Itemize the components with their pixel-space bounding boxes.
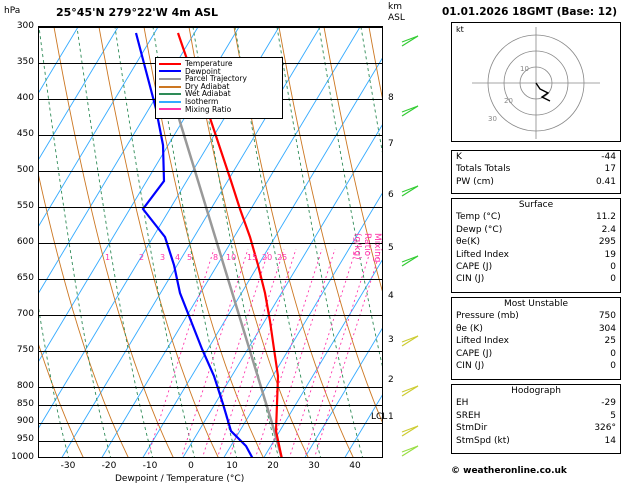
hodo-row-eh [452, 397, 620, 409]
wind-barb-column [396, 26, 430, 458]
km-tick-4: 4 [388, 291, 394, 301]
hodo-value-stmspd: 14 [604, 435, 616, 446]
hodo-row-sreh [452, 410, 620, 422]
index-value-pw: 0.41 [595, 176, 616, 187]
legend-item-wet-adiabat [159, 90, 279, 98]
mu-label-pressure: Pressure (mb) [456, 311, 519, 322]
pressure-tick-750: 750 [16, 345, 34, 355]
hodograph-stats-box [451, 384, 621, 454]
index-label-pw: PW (cm) [456, 176, 494, 187]
lcl-label: LCL [371, 412, 388, 422]
surface-label-li: Lifted Index [456, 249, 509, 260]
hodo-value-stmdir: 326° [594, 423, 616, 434]
mu-row-thetae [452, 323, 620, 335]
hodograph-plot [452, 23, 620, 141]
mixing-ratio-value-10: 10 [226, 253, 237, 262]
mu-label-li: Lifted Index [456, 336, 509, 347]
mixing-ratio-value-1: 1 [105, 253, 111, 262]
mu-value-li: 25 [604, 336, 616, 347]
index-row-k [452, 151, 620, 163]
surface-label-cape: CAPE (J) [456, 262, 493, 273]
legend-label-mixing-ratio: Mixing Ratio [185, 104, 232, 114]
surface-box [451, 198, 621, 293]
surface-label-dewp: Dewp (°C) [456, 224, 503, 235]
mu-value-pressure: 750 [598, 311, 616, 322]
mixing-ratio-value-5: 5 [187, 253, 193, 262]
svg-text:10: 10 [520, 65, 529, 73]
km-tick-2: 2 [388, 375, 394, 385]
mu-value-thetae: 304 [598, 323, 616, 334]
km-tick-8: 8 [388, 93, 394, 103]
hodograph-unit-label: kt [456, 25, 464, 34]
km-tick-6: 6 [388, 190, 394, 200]
forecast-datetime-title: 01.01.2026 18GMT (Base: 12) [442, 6, 618, 18]
surface-row-li [452, 249, 620, 261]
km-tick-7: 7 [388, 139, 394, 149]
hodo-label-sreh: SREH [456, 410, 481, 421]
pressure-tick-500: 500 [16, 165, 34, 175]
most-unstable-box [451, 297, 621, 380]
pressure-tick-800: 800 [16, 381, 34, 391]
skewt-plot-area [38, 26, 383, 458]
mixing-ratio-value-15: 15 [247, 253, 258, 262]
hodo-value-sreh: 5 [610, 410, 616, 421]
surface-value-cape: 0 [610, 262, 616, 273]
index-value-k: -44 [601, 152, 616, 162]
pressure-tick-600: 600 [16, 237, 34, 247]
mu-row-li [452, 335, 620, 347]
mu-value-cape: 0 [610, 348, 616, 359]
temp-tick-30: 30 [308, 461, 320, 471]
most-unstable-header: Most Unstable [503, 299, 569, 309]
surface-value-li: 19 [604, 249, 616, 260]
pressure-tick-400: 400 [16, 93, 34, 103]
mixing-ratio-value-25: 25 [277, 253, 288, 262]
index-row-pw [452, 176, 620, 188]
right-panel [437, 0, 629, 486]
mu-value-cin: 0 [610, 361, 616, 372]
surface-value-dewp: 2.4 [601, 224, 616, 235]
hodo-row-stmdir [452, 422, 620, 434]
pressure-tick-300: 300 [16, 21, 34, 31]
index-label-totals: Totals Totals [456, 164, 511, 175]
mixing-ratio-axis-label: Mixing Ratio (g/kg) [352, 233, 382, 263]
km-tick-1: 1 [388, 412, 394, 422]
temp-tick-10: 10 [226, 461, 238, 471]
surface-row-thetae [452, 236, 620, 248]
x-axis-label: Dewpoint / Temperature (°C) [115, 474, 245, 484]
pressure-axis-unit: hPa [4, 6, 21, 16]
hodo-label-stmdir: StmDir [456, 423, 488, 434]
mu-label-thetae: θe (K) [456, 323, 483, 334]
surface-value-temp: 11.2 [595, 212, 616, 223]
station-title: 25°45'N 279°22'W 4m ASL [56, 6, 219, 19]
surface-row-cin [452, 273, 620, 285]
mu-label-cape: CAPE (J) [456, 348, 493, 359]
temp-tick-0: 0 [188, 461, 194, 471]
legend-label-wet-adiabat: Wet Adiabat [185, 89, 231, 99]
legend-label-dry-adiabat: Dry Adiabat [185, 81, 230, 91]
temp-tick--20: -20 [101, 461, 117, 471]
hodo-label-stmspd: StmSpd (kt) [456, 435, 510, 446]
indices-box [451, 150, 621, 194]
mixing-ratio-value-4: 4 [175, 253, 181, 262]
temp-tick-20: 20 [267, 461, 279, 471]
pressure-tick-700: 700 [16, 309, 34, 319]
hodo-value-eh: -29 [601, 398, 616, 409]
index-value-totals: 17 [604, 164, 616, 175]
chart-legend [155, 57, 283, 119]
pressure-tick-900: 900 [16, 416, 34, 426]
surface-row-cape [452, 261, 620, 273]
mu-row-pressure [452, 310, 620, 322]
temp-tick--10: -10 [142, 461, 158, 471]
mixing-ratio-value-8: 8 [213, 253, 219, 262]
surface-value-thetae: 295 [598, 237, 616, 248]
mixing-ratio-value-2: 2 [139, 253, 145, 262]
surface-label-thetae: θe(K) [456, 237, 480, 248]
surface-row-temp [452, 211, 620, 223]
hodo-row-stmspd [452, 435, 620, 447]
legend-label-parcel: Parcel Trajectory [185, 74, 247, 84]
legend-label-isotherm: Isotherm [185, 97, 219, 107]
surface-value-cin: 0 [610, 274, 616, 285]
pressure-tick-450: 450 [16, 129, 34, 139]
height-axis-unit-asl: ASL [388, 13, 405, 23]
km-tick-5: 5 [388, 243, 394, 253]
temp-tick-40: 40 [349, 461, 361, 471]
mixing-ratio-value-3: 3 [160, 253, 166, 262]
mu-row-cape [452, 348, 620, 360]
mu-row-cin [452, 360, 620, 372]
legend-item-mixing-ratio [159, 106, 279, 114]
pressure-tick-850: 850 [16, 399, 34, 409]
svg-text:30: 30 [488, 115, 497, 123]
temp-tick--30: -30 [60, 461, 76, 471]
mixing-ratio-value-20: 20 [262, 253, 273, 262]
pressure-tick-950: 950 [16, 434, 34, 444]
pressure-tick-550: 550 [16, 201, 34, 211]
legend-label-dewpoint: Dewpoint [185, 66, 221, 76]
index-label-k: K [456, 152, 462, 162]
hodograph-stats-header: Hodograph [511, 386, 561, 396]
pressure-tick-650: 650 [16, 273, 34, 283]
surface-row-dewp [452, 224, 620, 236]
hodograph-box [451, 22, 621, 142]
svg-text:20: 20 [504, 97, 513, 105]
index-row-totals [452, 163, 620, 175]
pressure-tick-1000: 1000 [11, 452, 34, 462]
surface-header: Surface [518, 200, 554, 210]
pressure-tick-350: 350 [16, 57, 34, 67]
legend-label-temperature: Temperature [185, 59, 233, 69]
km-tick-3: 3 [388, 335, 394, 345]
height-axis-unit: km [388, 2, 402, 12]
mu-label-cin: CIN (J) [456, 361, 485, 372]
copyright-text: © weatheronline.co.uk [451, 466, 567, 476]
surface-label-cin: CIN (J) [456, 274, 485, 285]
surface-label-temp: Temp (°C) [456, 212, 501, 223]
hodo-label-eh: EH [456, 398, 469, 409]
